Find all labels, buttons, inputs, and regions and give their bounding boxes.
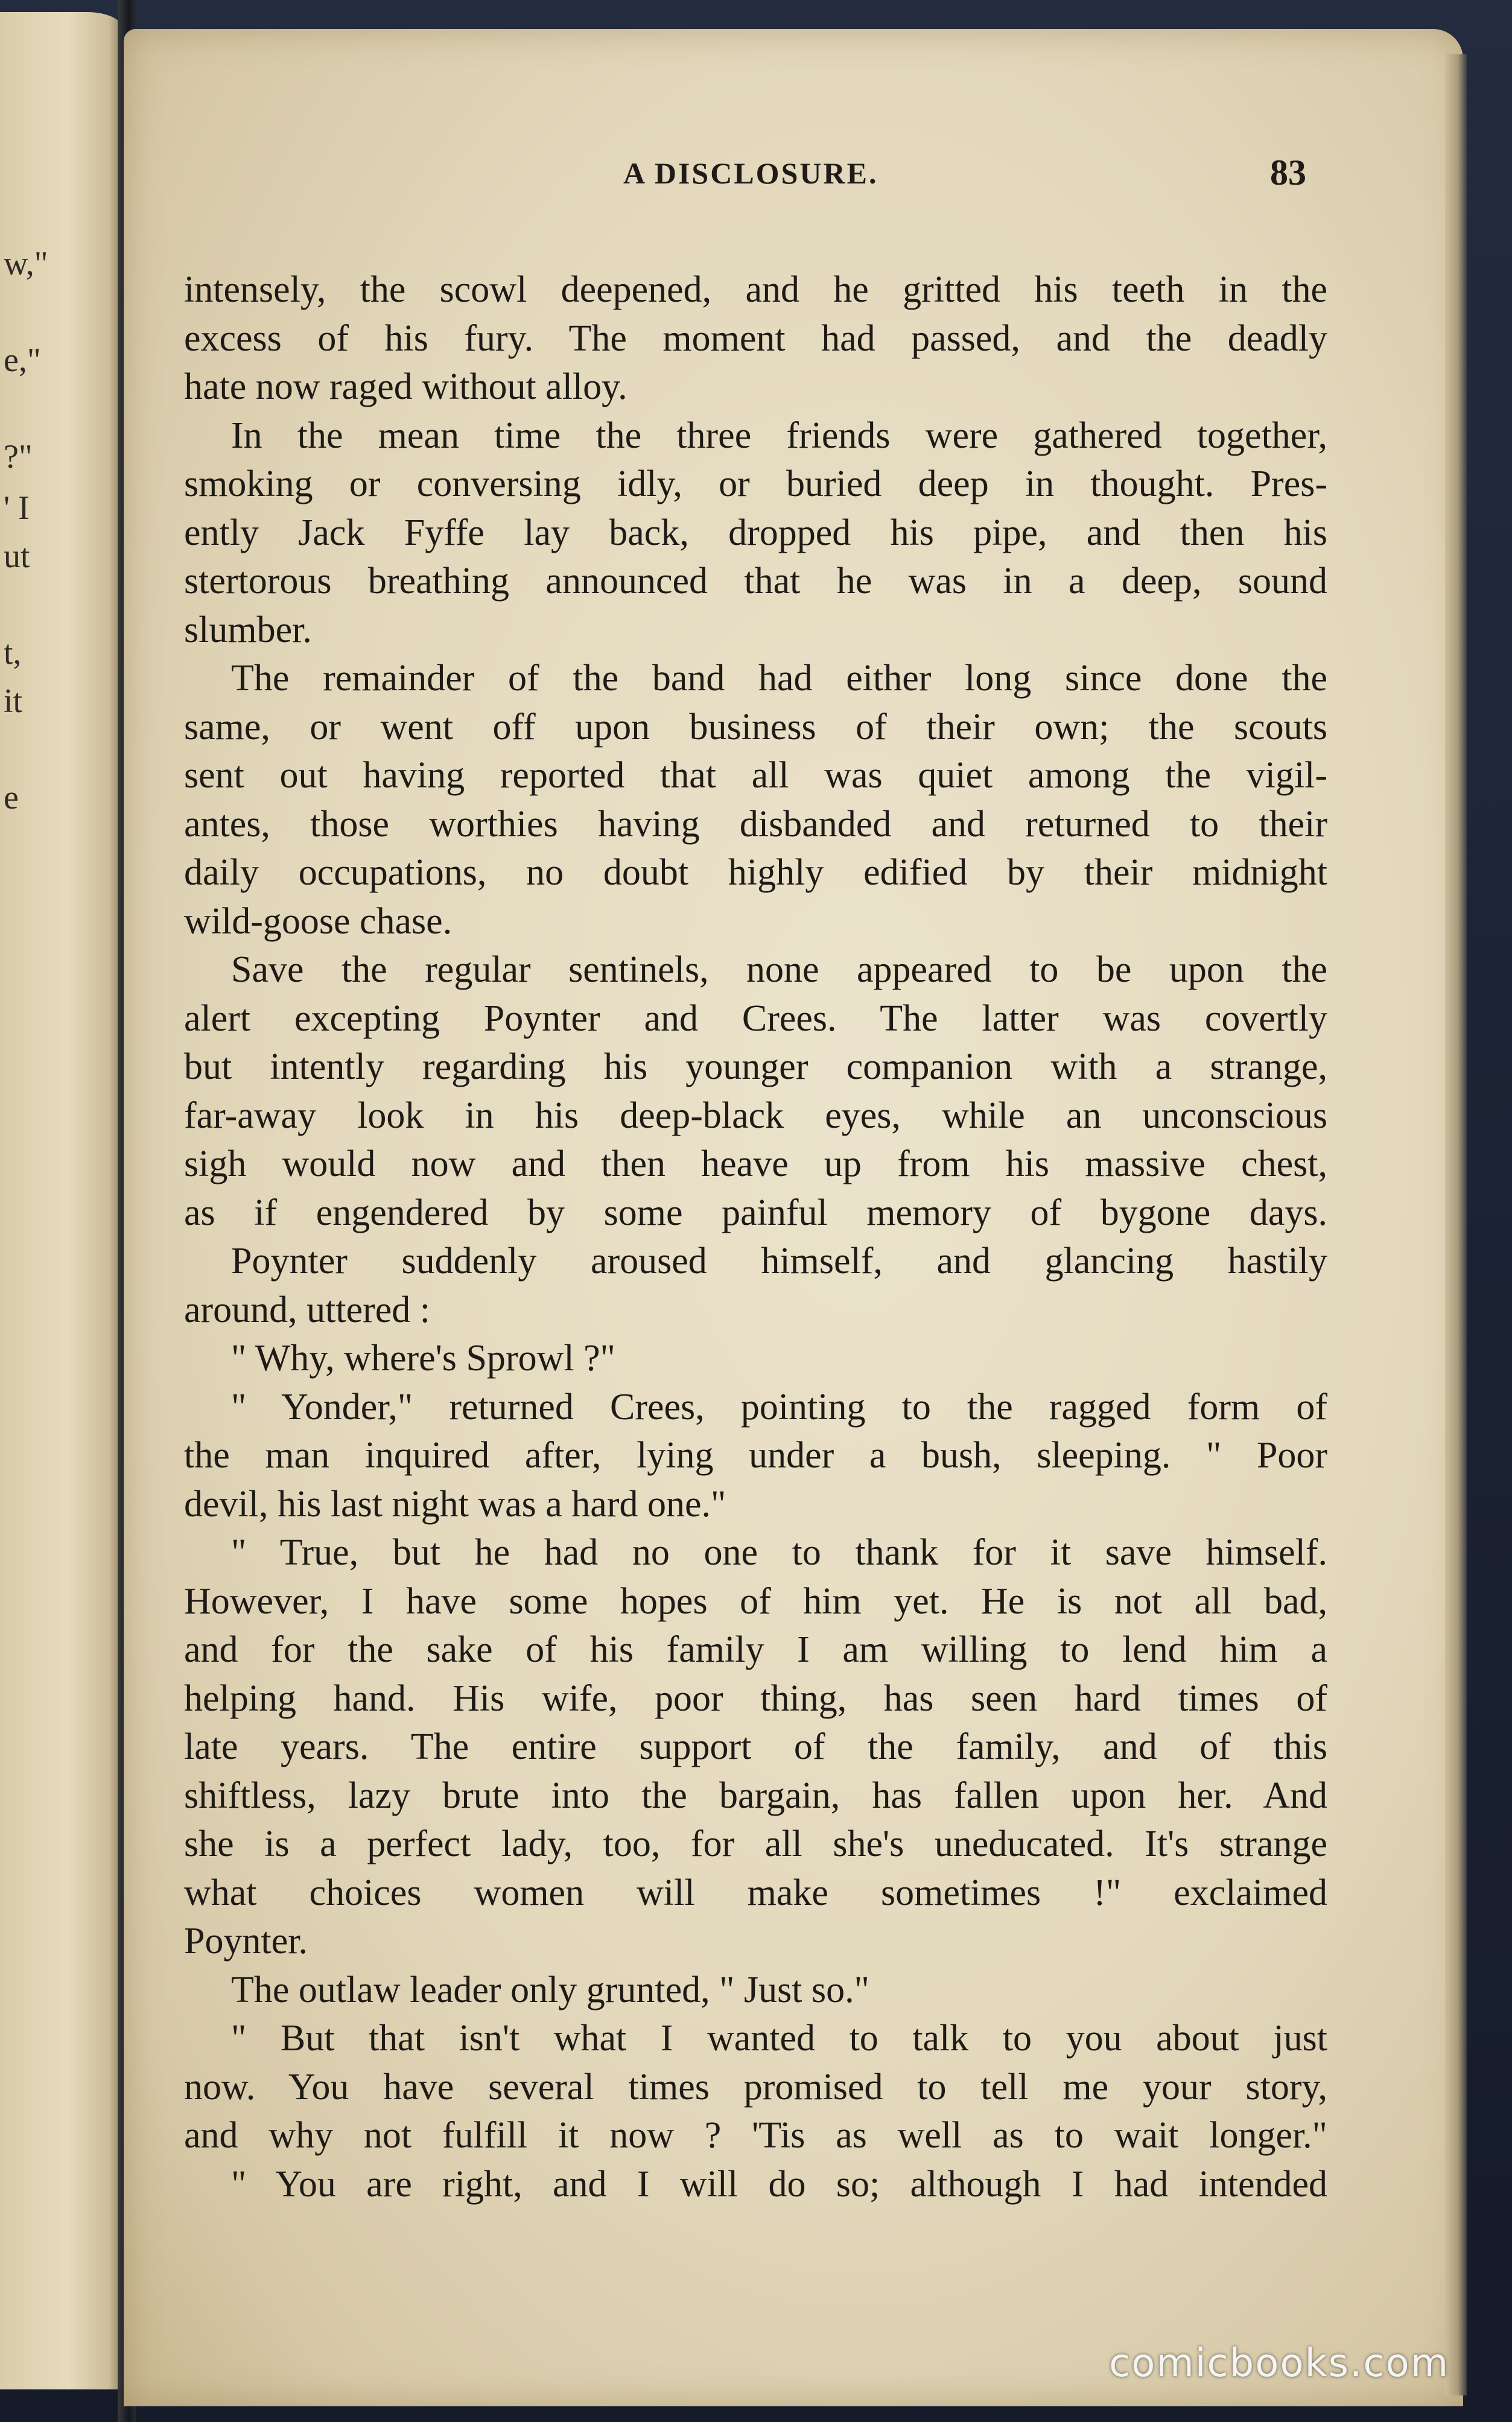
text-line: However, I have some hopes of him yet. He is not all bad, <box>184 1580 1327 1622</box>
previous-page-fragment: e," <box>4 342 41 379</box>
text-line: daily occupations, no doubt highly edified by their midnight <box>184 852 1327 893</box>
site-watermark: comicbooks.com <box>1109 2341 1450 2386</box>
text-line: and for the sake of his family I am willing to lend him a <box>184 1629 1327 1670</box>
text-line: Poynter. <box>184 1921 308 1962</box>
text-line: wild-goose chase. <box>184 900 453 942</box>
chapter-title: A DISCLOSURE. <box>623 156 878 190</box>
text-line: Poynter suddenly aroused himself, and glancing hastily <box>231 1241 1327 1282</box>
text-line: what choices women will make sometimes !" exclaimed <box>184 1872 1327 1913</box>
text-line: smoking or conversing idly, or buried deep in thought. Pres- <box>184 463 1327 504</box>
text-line: " But that isn't what I wanted to talk to you about just <box>231 2018 1327 2059</box>
text-line: now. You have several times promised to tell me your story, <box>184 2066 1327 2108</box>
book-page <box>124 29 1463 2406</box>
page-number: 83 <box>1270 153 1306 192</box>
previous-page-fragment: e <box>4 779 19 816</box>
text-line: the man inquired after, lying under a bush, sleeping. " Poor <box>184 1435 1327 1476</box>
text-line: In the mean time the three friends were gathered together, <box>231 415 1327 456</box>
previous-page-fragment: ut <box>4 538 30 575</box>
text-line: late years. The entire support of the family, and of this <box>184 1726 1327 1767</box>
text-line: excess of his fury. The moment had passed, and the deadly <box>184 317 1327 359</box>
text-line: sent out having reported that all was quiet among the vigil- <box>184 755 1327 796</box>
text-line: same, or went off upon business of their own; the scouts <box>184 706 1327 748</box>
text-line: stertorous breathing announced that he was in a deep, sound <box>184 561 1327 602</box>
previous-page-edge <box>0 12 124 2389</box>
page-edge <box>1445 54 1467 2395</box>
text-line: alert excepting Poynter and Crees. The latter was covertly <box>184 997 1327 1039</box>
text-line: as if engendered by some painful memory of bygone days. <box>184 1192 1327 1233</box>
text-line: hate now raged without alloy. <box>184 366 627 407</box>
text-line: devil, his last night was a hard one." <box>184 1483 726 1525</box>
text-line: " Yonder," returned Crees, pointing to the ragged form of <box>231 1386 1327 1428</box>
text-line: but intently regarding his younger companion with a strange, <box>184 1046 1327 1087</box>
text-line: " Why, where's Sprowl ?" <box>231 1338 615 1379</box>
text-line: intensely, the scowl deepened, and he gritted his teeth in the <box>184 269 1327 310</box>
text-line: around, uttered : <box>184 1289 431 1330</box>
text-line: The outlaw leader only grunted, " Just so." <box>231 1969 869 2010</box>
previous-page-fragment: ' I <box>4 489 30 527</box>
previous-page-fragment: ?" <box>4 438 33 475</box>
text-line: far-away look in his deep-black eyes, while an unconscious <box>184 1095 1327 1136</box>
text-line: Save the regular sentinels, none appeared to be upon the <box>231 949 1327 990</box>
text-line: shiftless, lazy brute into the bargain, has fallen upon her. And <box>184 1775 1327 1816</box>
text-line: helping hand. His wife, poor thing, has seen hard times of <box>184 1677 1327 1719</box>
text-line: " True, but he had no one to thank for it save himself. <box>231 1532 1327 1573</box>
text-line: ently Jack Fyffe lay back, dropped his pipe, and then his <box>184 512 1327 553</box>
previous-page-fragment: w," <box>4 245 48 282</box>
text-line: The remainder of the band had either long since done the <box>231 658 1327 699</box>
text-line: sigh would now and then heave up from his massive chest, <box>184 1143 1327 1184</box>
text-line: and why not fulfill it now ? 'Tis as well as to wait longer." <box>184 2115 1327 2156</box>
text-line: she is a perfect lady, too, for all she's uneducated. It's strange <box>184 1823 1327 1864</box>
running-head <box>124 153 1463 204</box>
text-line: " You are right, and I will do so; although I had intended <box>231 2163 1327 2205</box>
text-line: slumber. <box>184 609 312 650</box>
previous-page-fragment: it <box>4 682 23 720</box>
text-line: antes, those worthies having disbanded and returned to their <box>184 803 1327 845</box>
body-text <box>184 265 1327 2208</box>
previous-page-fragment: t, <box>4 634 22 672</box>
